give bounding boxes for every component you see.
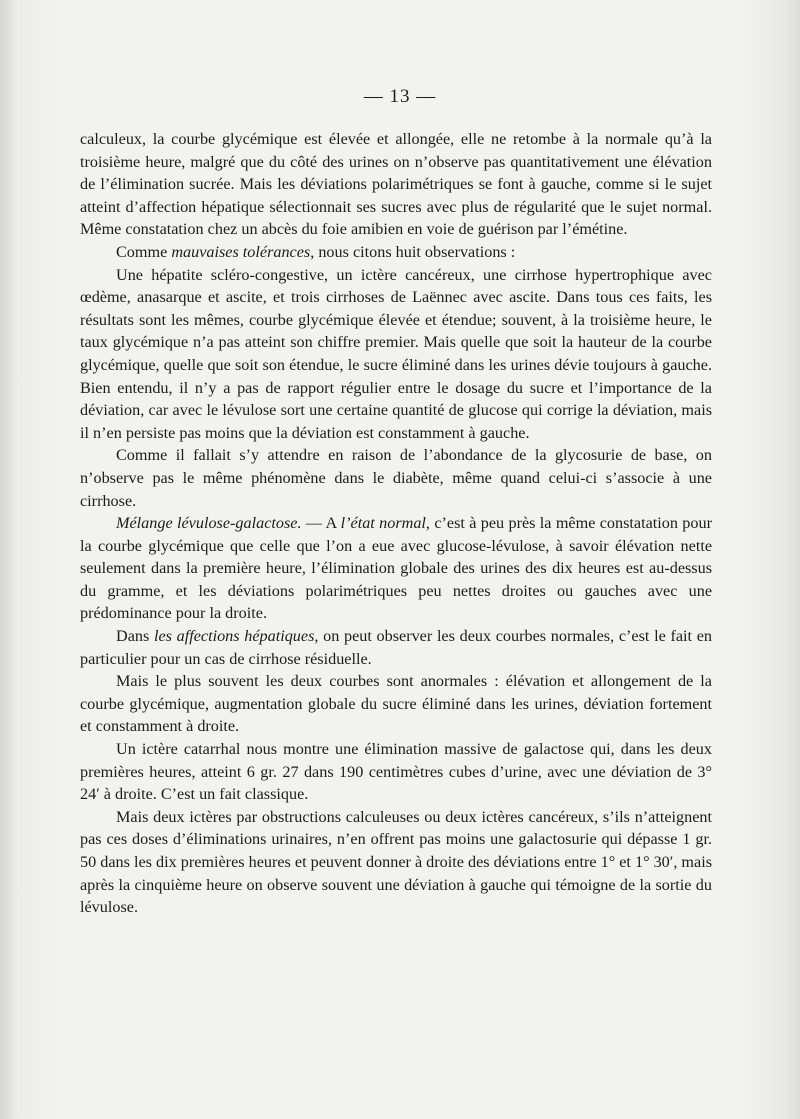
paragraph	[80, 512, 712, 625]
text-segment: , on peut observer les deux courbes normales, c’est le fait en particulier pour un cas de cirrhose résiduelle.	[80, 627, 712, 668]
paragraph	[80, 128, 712, 241]
text-segment: Comme il fallait s’y attendre en raison de l’abondance de la glycosurie de base, on n’observe pas le même phénomène dans le diabète, même quand celui-ci s’associe à une cirrhose.	[80, 446, 712, 510]
paragraph	[80, 444, 712, 512]
section-heading: Mélange lévulose-galactose.	[116, 514, 302, 533]
text-segment: — A	[301, 514, 341, 533]
text-segment: , nous citons huit observations :	[310, 242, 516, 261]
text-segment: Comme	[116, 242, 172, 261]
paragraph	[80, 264, 712, 445]
page-number: — 13 —	[363, 86, 437, 107]
italic-term: mauvaises tolérances	[171, 242, 311, 261]
paragraph	[80, 806, 712, 919]
italic-term: l’état normal	[340, 514, 426, 533]
text-segment: Une hépatite scléro-congestive, un ictère cancéreux, une cirrhose hypertrophique avec œdème, anasarque et ascite, et trois cirrhoses de Laënnec avec ascite. Dans tous ces faits, les résultats sont les mêmes, courbe glycémique élevée et étendue; souvent, à la troisième heure, le taux glycémique n’a pas atteint son chiffre premier. Mais quelle que soit la hauteur de la courbe glycémique, quelle que soit son étendue, le sucre éliminé dans les urines dévie toujours à gauche. Bien entendu, il n’y a pas de rapport régulier entre le dosage du sucre et l’importance de la déviation, car avec le lévulose sort une certaine quantité de glucose qui corrige la déviation, mais il n’en persiste pas moins que la déviation est constamment à gauche.	[80, 265, 712, 442]
text-segment: calculeux, la courbe glycémique est élevée et allongée, elle ne retombe à la normale qu’à la troisième heure, malgré que du côté des urines on n’observe pas quantitativement une élévation de l’élimination sucrée. Mais les déviations polarimétriques se font à gauche, comme si le sujet atteint d’affection hépatique sélectionnait ses sucres avec plus de régularité que le sujet normal. Même constatation chez un abcès du foie amibien en voie de guérison par l’émétine.	[80, 130, 712, 239]
paragraph	[80, 241, 712, 264]
italic-term: les affections hépatiques	[153, 627, 315, 646]
text-segment: Mais deux ictères par obstructions calculeuses ou deux ictères cancéreux, s’ils n’atteignent pas ces doses d’éliminations urinaires, n’en offrent pas moins une galactosurie qui dépasse 1 gr. 50 dans les dix premières heures et peuvent donner à droite des déviations entre 1° et 1° 30′, mais après la cinquième heure on observe souvent une déviation à gauche qui témoigne de la sortie du lévulose.	[80, 807, 712, 917]
text-segment: , c’est à peu près la même constatation pour la courbe glycémique que celle que l’on a eue avec glucose-lévulose, à savoir élévation nette seulement dans la première heure, l’élimination globale des urines des dix heures est au-dessus du gramme, et les déviations polarimétriques peu nettes droites ou gauches avec une prédominance pour la droite.	[80, 514, 712, 623]
paragraph	[80, 738, 712, 806]
paragraph	[80, 670, 712, 738]
paragraph	[80, 625, 712, 670]
text-segment: Dans	[116, 627, 154, 646]
body-text	[80, 128, 712, 919]
text-segment: Mais le plus souvent les deux courbes sont anormales : élévation et allongement de la courbe glycémique, augmentation globale du sucre éliminé dans les urines, déviation fortement et constamment à droite.	[80, 672, 712, 736]
text-segment: Un ictère catarrhal nous montre une élimination massive de galactose qui, dans les deux premières heures, atteint 6 gr. 27 dans 190 centimètres cubes d’urine, avec une déviation de 3° 24′ à droite. C’est un fait classique.	[80, 740, 712, 804]
